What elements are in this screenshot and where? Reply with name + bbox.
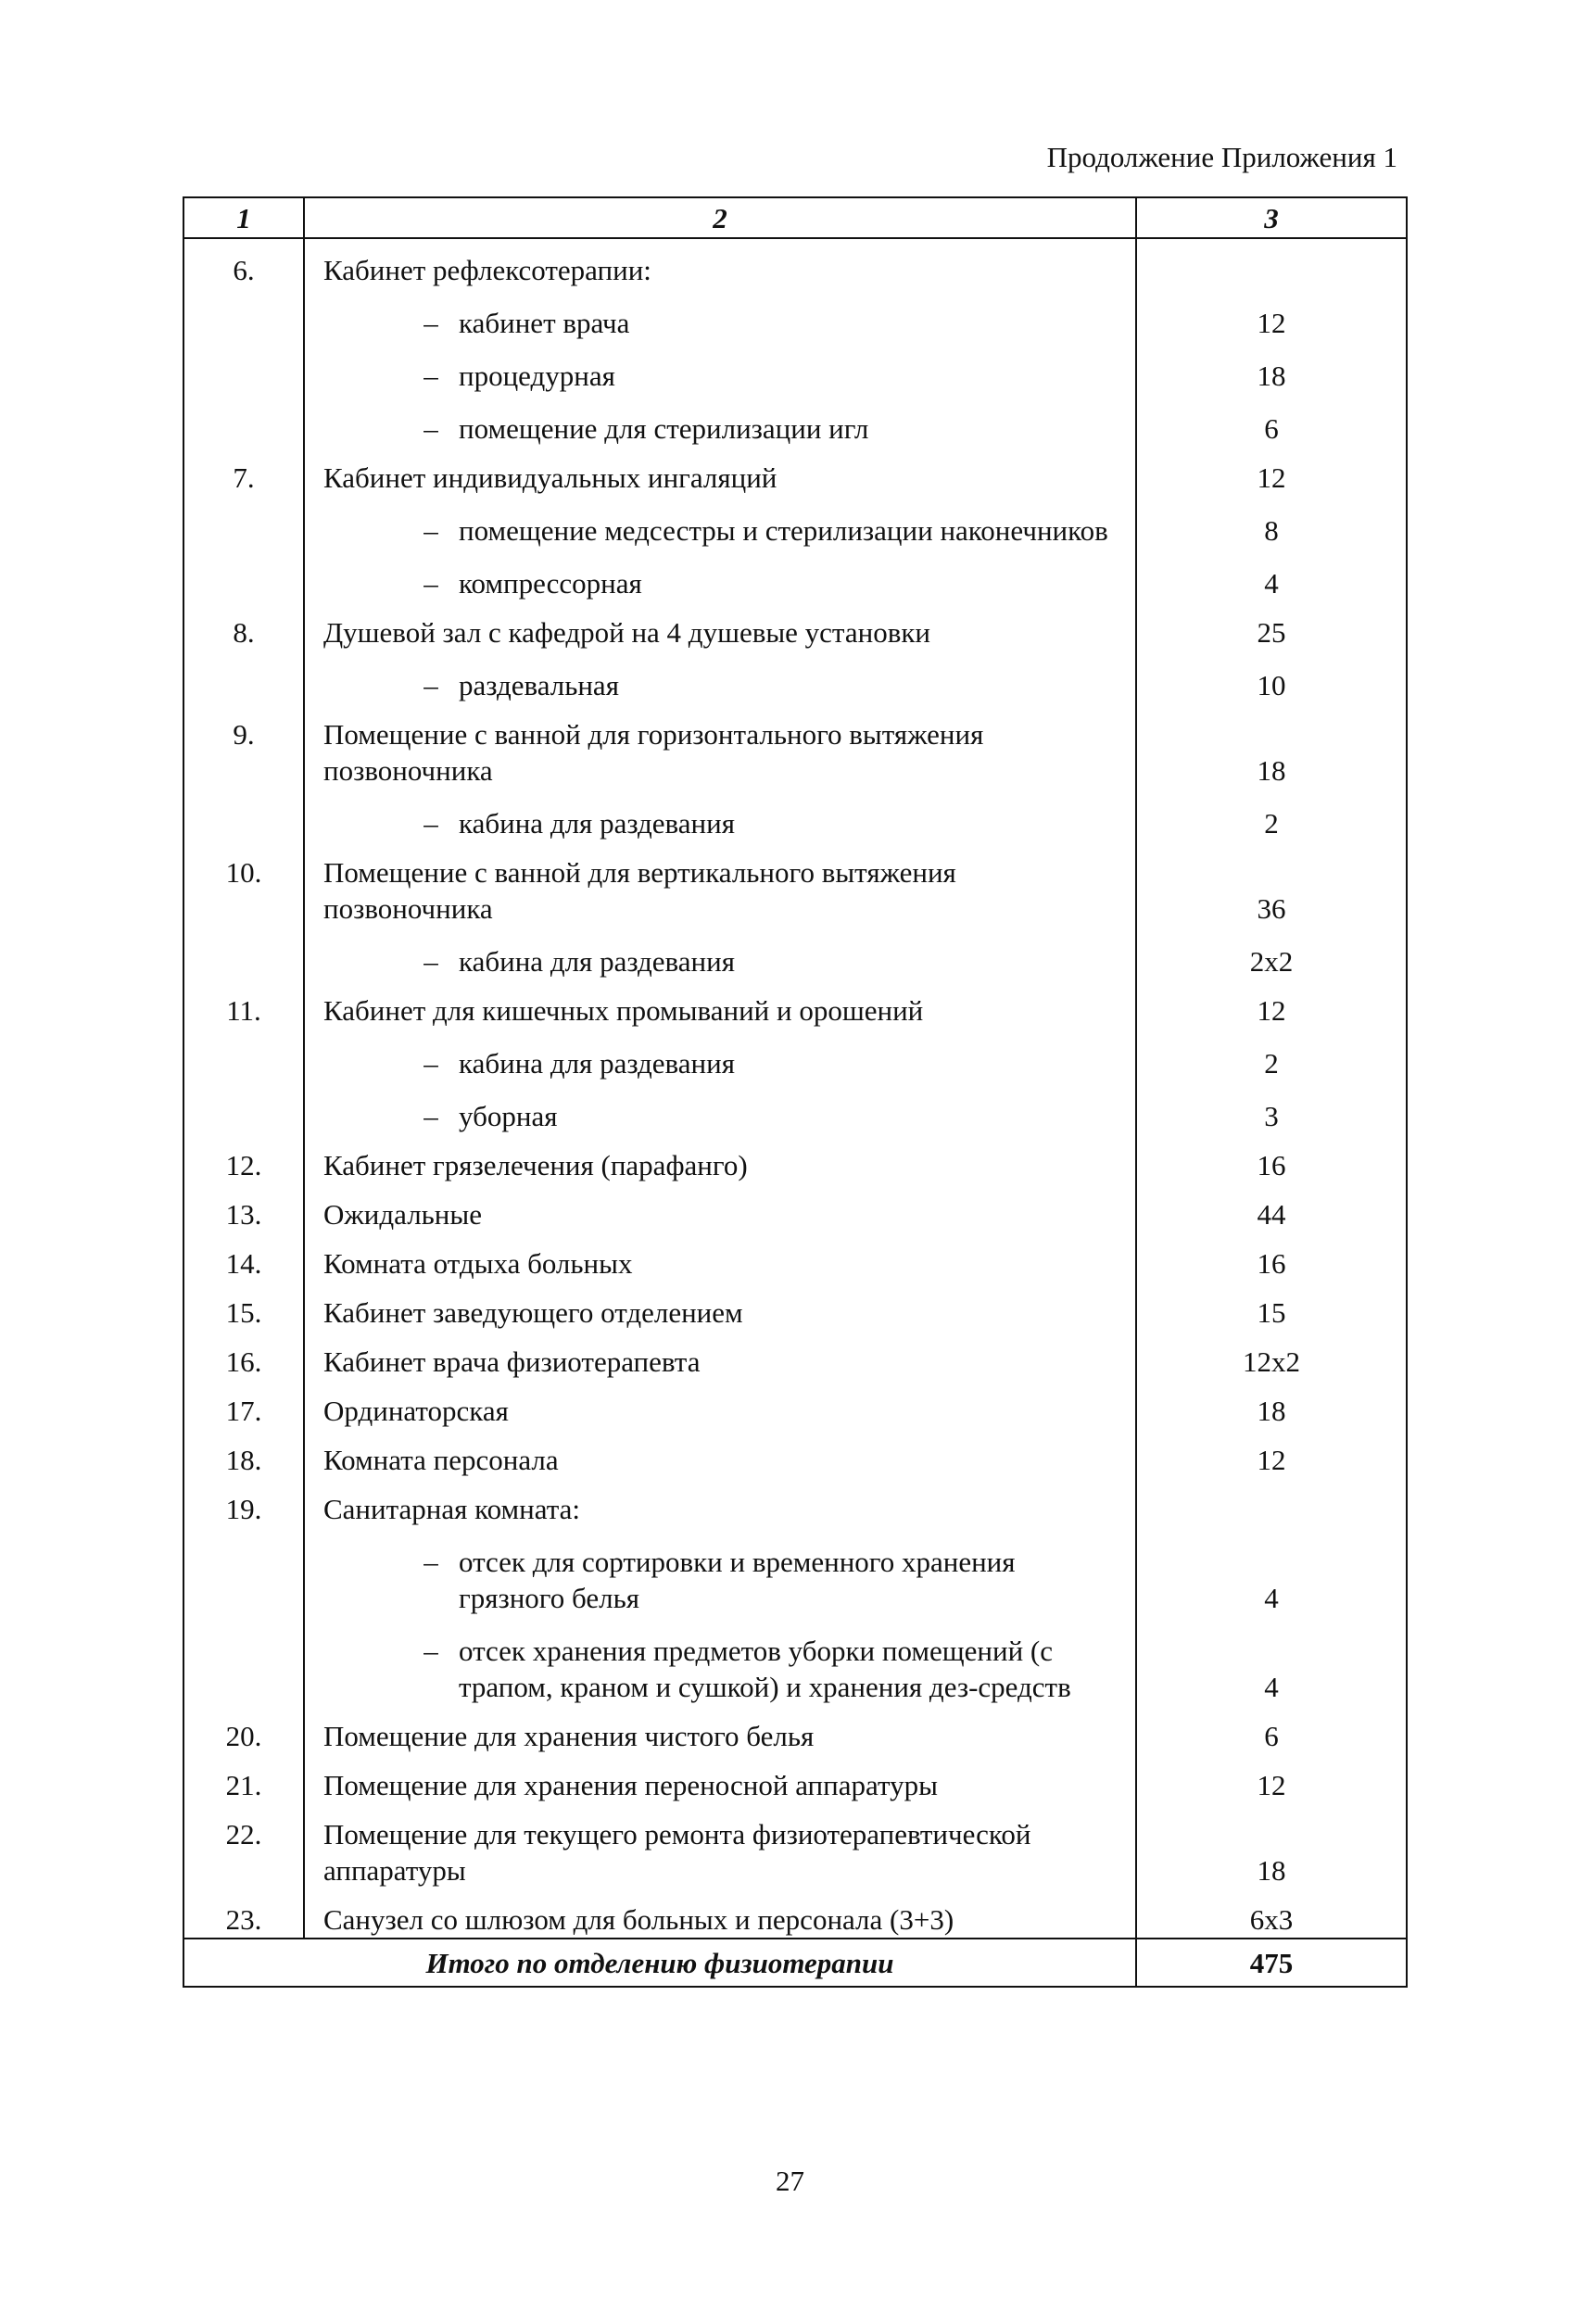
- dash-marker: –: [423, 1546, 438, 1578]
- row-number: 17.: [183, 1380, 304, 1429]
- total-row: [183, 1939, 1407, 1987]
- column-header-number: 1: [183, 197, 304, 238]
- premises-table: [183, 196, 1408, 1988]
- subitem-label: раздевальная: [459, 669, 619, 701]
- dash-marker: –: [423, 307, 438, 339]
- table-row: [183, 1705, 1407, 1754]
- row-area-value: 18: [1136, 341, 1407, 394]
- subitem-label: отсек для сортировки и временного хранения грязного белья: [459, 1546, 1016, 1614]
- row-number: 22.: [183, 1803, 304, 1888]
- table-row: [183, 1232, 1407, 1282]
- table-subrow: [183, 1081, 1407, 1134]
- table-row: [183, 1888, 1407, 1939]
- page-number: 27: [776, 2165, 804, 2197]
- subitem-label: кабина для раздевания: [459, 945, 735, 978]
- dash-marker: –: [423, 360, 438, 392]
- table-subrow: [183, 394, 1407, 447]
- row-area-value: 16: [1136, 1134, 1407, 1183]
- subitem-wrapper: [323, 410, 1126, 447]
- subitem-label: компрессорная: [459, 567, 642, 600]
- row-label: Комната персонала: [304, 1429, 1136, 1478]
- row-number: [183, 789, 304, 841]
- row-label: Кабинет заведующего отделением: [304, 1282, 1136, 1331]
- row-number: 18.: [183, 1429, 304, 1478]
- table-body: [183, 238, 1407, 1987]
- dash-marker: –: [423, 1047, 438, 1080]
- row-subitem: [304, 1527, 1136, 1616]
- row-label: Кабинет для кишечных промываний и орошений: [304, 979, 1136, 1029]
- row-label: Помещение с ванной для горизонтального вытяжения позвоночника: [304, 703, 1136, 789]
- table-row: [183, 1183, 1407, 1232]
- row-area-value: 6: [1136, 1705, 1407, 1754]
- row-number: [183, 341, 304, 394]
- row-label: Помещение с ванной для вертикального вытяжения позвоночника: [304, 841, 1136, 927]
- row-area-value: 12: [1136, 447, 1407, 496]
- subitem-wrapper: [323, 305, 1126, 341]
- row-area-value: 2: [1136, 1029, 1407, 1081]
- row-area-value: 4: [1136, 549, 1407, 601]
- row-subitem: [304, 1029, 1136, 1081]
- row-number: [183, 927, 304, 979]
- table-subrow: [183, 1616, 1407, 1705]
- table-header-row: [183, 197, 1407, 238]
- total-value: 475: [1136, 1939, 1407, 1987]
- table-row: [183, 1478, 1407, 1527]
- row-subitem: [304, 549, 1136, 601]
- dash-marker: –: [423, 807, 438, 840]
- table-subrow: [183, 650, 1407, 703]
- table-row: [183, 1331, 1407, 1380]
- row-label: Комната отдыха больных: [304, 1232, 1136, 1282]
- row-number: 19.: [183, 1478, 304, 1527]
- row-number: [183, 1616, 304, 1705]
- row-subitem: [304, 789, 1136, 841]
- subitem-wrapper: [323, 512, 1126, 549]
- row-number: 14.: [183, 1232, 304, 1282]
- row-number: 15.: [183, 1282, 304, 1331]
- row-area-value: 6: [1136, 394, 1407, 447]
- table-row: [183, 1803, 1407, 1888]
- table-subrow: [183, 927, 1407, 979]
- row-label: Санитарная комната:: [304, 1478, 1136, 1527]
- table-subrow: [183, 1029, 1407, 1081]
- total-label: Итого по отделению физиотерапии: [183, 1939, 1136, 1987]
- subitem-wrapper: [323, 667, 1126, 703]
- row-area-value: 16: [1136, 1232, 1407, 1282]
- row-number: 12.: [183, 1134, 304, 1183]
- row-area-value: 2x2: [1136, 927, 1407, 979]
- table-subrow: [183, 1527, 1407, 1616]
- subitem-label: кабина для раздевания: [459, 807, 735, 840]
- table-subrow: [183, 789, 1407, 841]
- row-area-value: 10: [1136, 650, 1407, 703]
- table-subrow: [183, 496, 1407, 549]
- row-number: 11.: [183, 979, 304, 1029]
- table-row: [183, 238, 1407, 288]
- row-number: [183, 1029, 304, 1081]
- table-row: [183, 1134, 1407, 1183]
- row-number: 9.: [183, 703, 304, 789]
- table-row: [183, 447, 1407, 496]
- dash-marker: –: [423, 1635, 438, 1667]
- row-area-value: 18: [1136, 1380, 1407, 1429]
- subitem-label: кабина для раздевания: [459, 1047, 735, 1080]
- row-label: Ординаторская: [304, 1380, 1136, 1429]
- subitem-label: отсек хранения предметов уборки помещений (с трапом, краном и сушкой) и хранения дез-средств: [459, 1635, 1071, 1703]
- row-area-value: [1136, 238, 1407, 288]
- row-subitem: [304, 341, 1136, 394]
- row-label: Кабинет индивидуальных ингаляций: [304, 447, 1136, 496]
- row-label: Ожидальные: [304, 1183, 1136, 1232]
- subitem-wrapper: [323, 1633, 1126, 1705]
- row-number: [183, 650, 304, 703]
- row-label: Кабинет рефлексотерапии:: [304, 238, 1136, 288]
- table-row: [183, 1754, 1407, 1803]
- table-subrow: [183, 288, 1407, 341]
- row-number: 13.: [183, 1183, 304, 1232]
- subitem-wrapper: [323, 805, 1126, 841]
- row-label: Помещение для текущего ремонта физиотерапевтической аппаратуры: [304, 1803, 1136, 1888]
- table-row: [183, 1429, 1407, 1478]
- table-row: [183, 703, 1407, 789]
- row-label: Помещение для хранения переносной аппаратуры: [304, 1754, 1136, 1803]
- row-label: Душевой зал с кафедрой на 4 душевые установки: [304, 601, 1136, 650]
- row-number: [183, 394, 304, 447]
- row-area-value: 12x2: [1136, 1331, 1407, 1380]
- row-number: 21.: [183, 1754, 304, 1803]
- subitem-wrapper: [323, 358, 1126, 394]
- row-subitem: [304, 288, 1136, 341]
- row-subitem: [304, 394, 1136, 447]
- row-number: [183, 496, 304, 549]
- row-area-value: 12: [1136, 288, 1407, 341]
- table-subrow: [183, 549, 1407, 601]
- row-area-value: 18: [1136, 703, 1407, 789]
- row-number: [183, 549, 304, 601]
- row-area-value: 6x3: [1136, 1888, 1407, 1939]
- row-area-value: 36: [1136, 841, 1407, 927]
- subitem-label: помещение медсестры и стерилизации наконечников: [459, 514, 1108, 547]
- subitem-wrapper: [323, 565, 1126, 601]
- row-area-value: 12: [1136, 1754, 1407, 1803]
- row-number: 20.: [183, 1705, 304, 1754]
- row-number: 16.: [183, 1331, 304, 1380]
- table-row: [183, 979, 1407, 1029]
- row-number: [183, 1527, 304, 1616]
- table-row: [183, 1282, 1407, 1331]
- row-number: [183, 288, 304, 341]
- row-area-value: 18: [1136, 1803, 1407, 1888]
- row-label: Помещение для хранения чистого белья: [304, 1705, 1136, 1754]
- subitem-wrapper: [323, 1045, 1126, 1081]
- table-row: [183, 1380, 1407, 1429]
- row-area-value: 3: [1136, 1081, 1407, 1134]
- row-number: 23.: [183, 1888, 304, 1939]
- row-area-value: 2: [1136, 789, 1407, 841]
- row-number: 7.: [183, 447, 304, 496]
- row-area-value: 4: [1136, 1616, 1407, 1705]
- dash-marker: –: [423, 567, 438, 600]
- subitem-wrapper: [323, 1544, 1126, 1616]
- dash-marker: –: [423, 1100, 438, 1132]
- subitem-label: процедурная: [459, 360, 615, 392]
- row-subitem: [304, 1081, 1136, 1134]
- row-area-value: 15: [1136, 1282, 1407, 1331]
- row-subitem: [304, 496, 1136, 549]
- row-area-value: 12: [1136, 979, 1407, 1029]
- dash-marker: –: [423, 669, 438, 701]
- dash-marker: –: [423, 412, 438, 445]
- table-subrow: [183, 341, 1407, 394]
- row-area-value: 25: [1136, 601, 1407, 650]
- subitem-wrapper: [323, 943, 1126, 979]
- table-row: [183, 841, 1407, 927]
- row-area-value: 4: [1136, 1527, 1407, 1616]
- row-number: 6.: [183, 238, 304, 288]
- row-area-value: 44: [1136, 1183, 1407, 1232]
- continuation-caption: Продолжение Приложения 1: [1046, 141, 1397, 173]
- column-header-area: 3: [1136, 197, 1407, 238]
- subitem-label: помещение для стерилизации игл: [459, 412, 869, 445]
- dash-marker: –: [423, 514, 438, 547]
- subitem-label: уборная: [459, 1100, 558, 1132]
- row-number: 10.: [183, 841, 304, 927]
- row-number: 8.: [183, 601, 304, 650]
- row-label: Санузел со шлюзом для больных и персонала (3+3): [304, 1888, 1136, 1939]
- row-area-value: 12: [1136, 1429, 1407, 1478]
- table-row: [183, 601, 1407, 650]
- row-label: Кабинет врача физиотерапевта: [304, 1331, 1136, 1380]
- subitem-wrapper: [323, 1098, 1126, 1134]
- row-number: [183, 1081, 304, 1134]
- subitem-label: кабинет врача: [459, 307, 630, 339]
- row-subitem: [304, 1616, 1136, 1705]
- row-area-value: 8: [1136, 496, 1407, 549]
- row-label: Кабинет грязелечения (парафанго): [304, 1134, 1136, 1183]
- column-header-name: 2: [304, 197, 1136, 238]
- row-subitem: [304, 650, 1136, 703]
- row-area-value: [1136, 1478, 1407, 1527]
- dash-marker: –: [423, 945, 438, 978]
- row-subitem: [304, 927, 1136, 979]
